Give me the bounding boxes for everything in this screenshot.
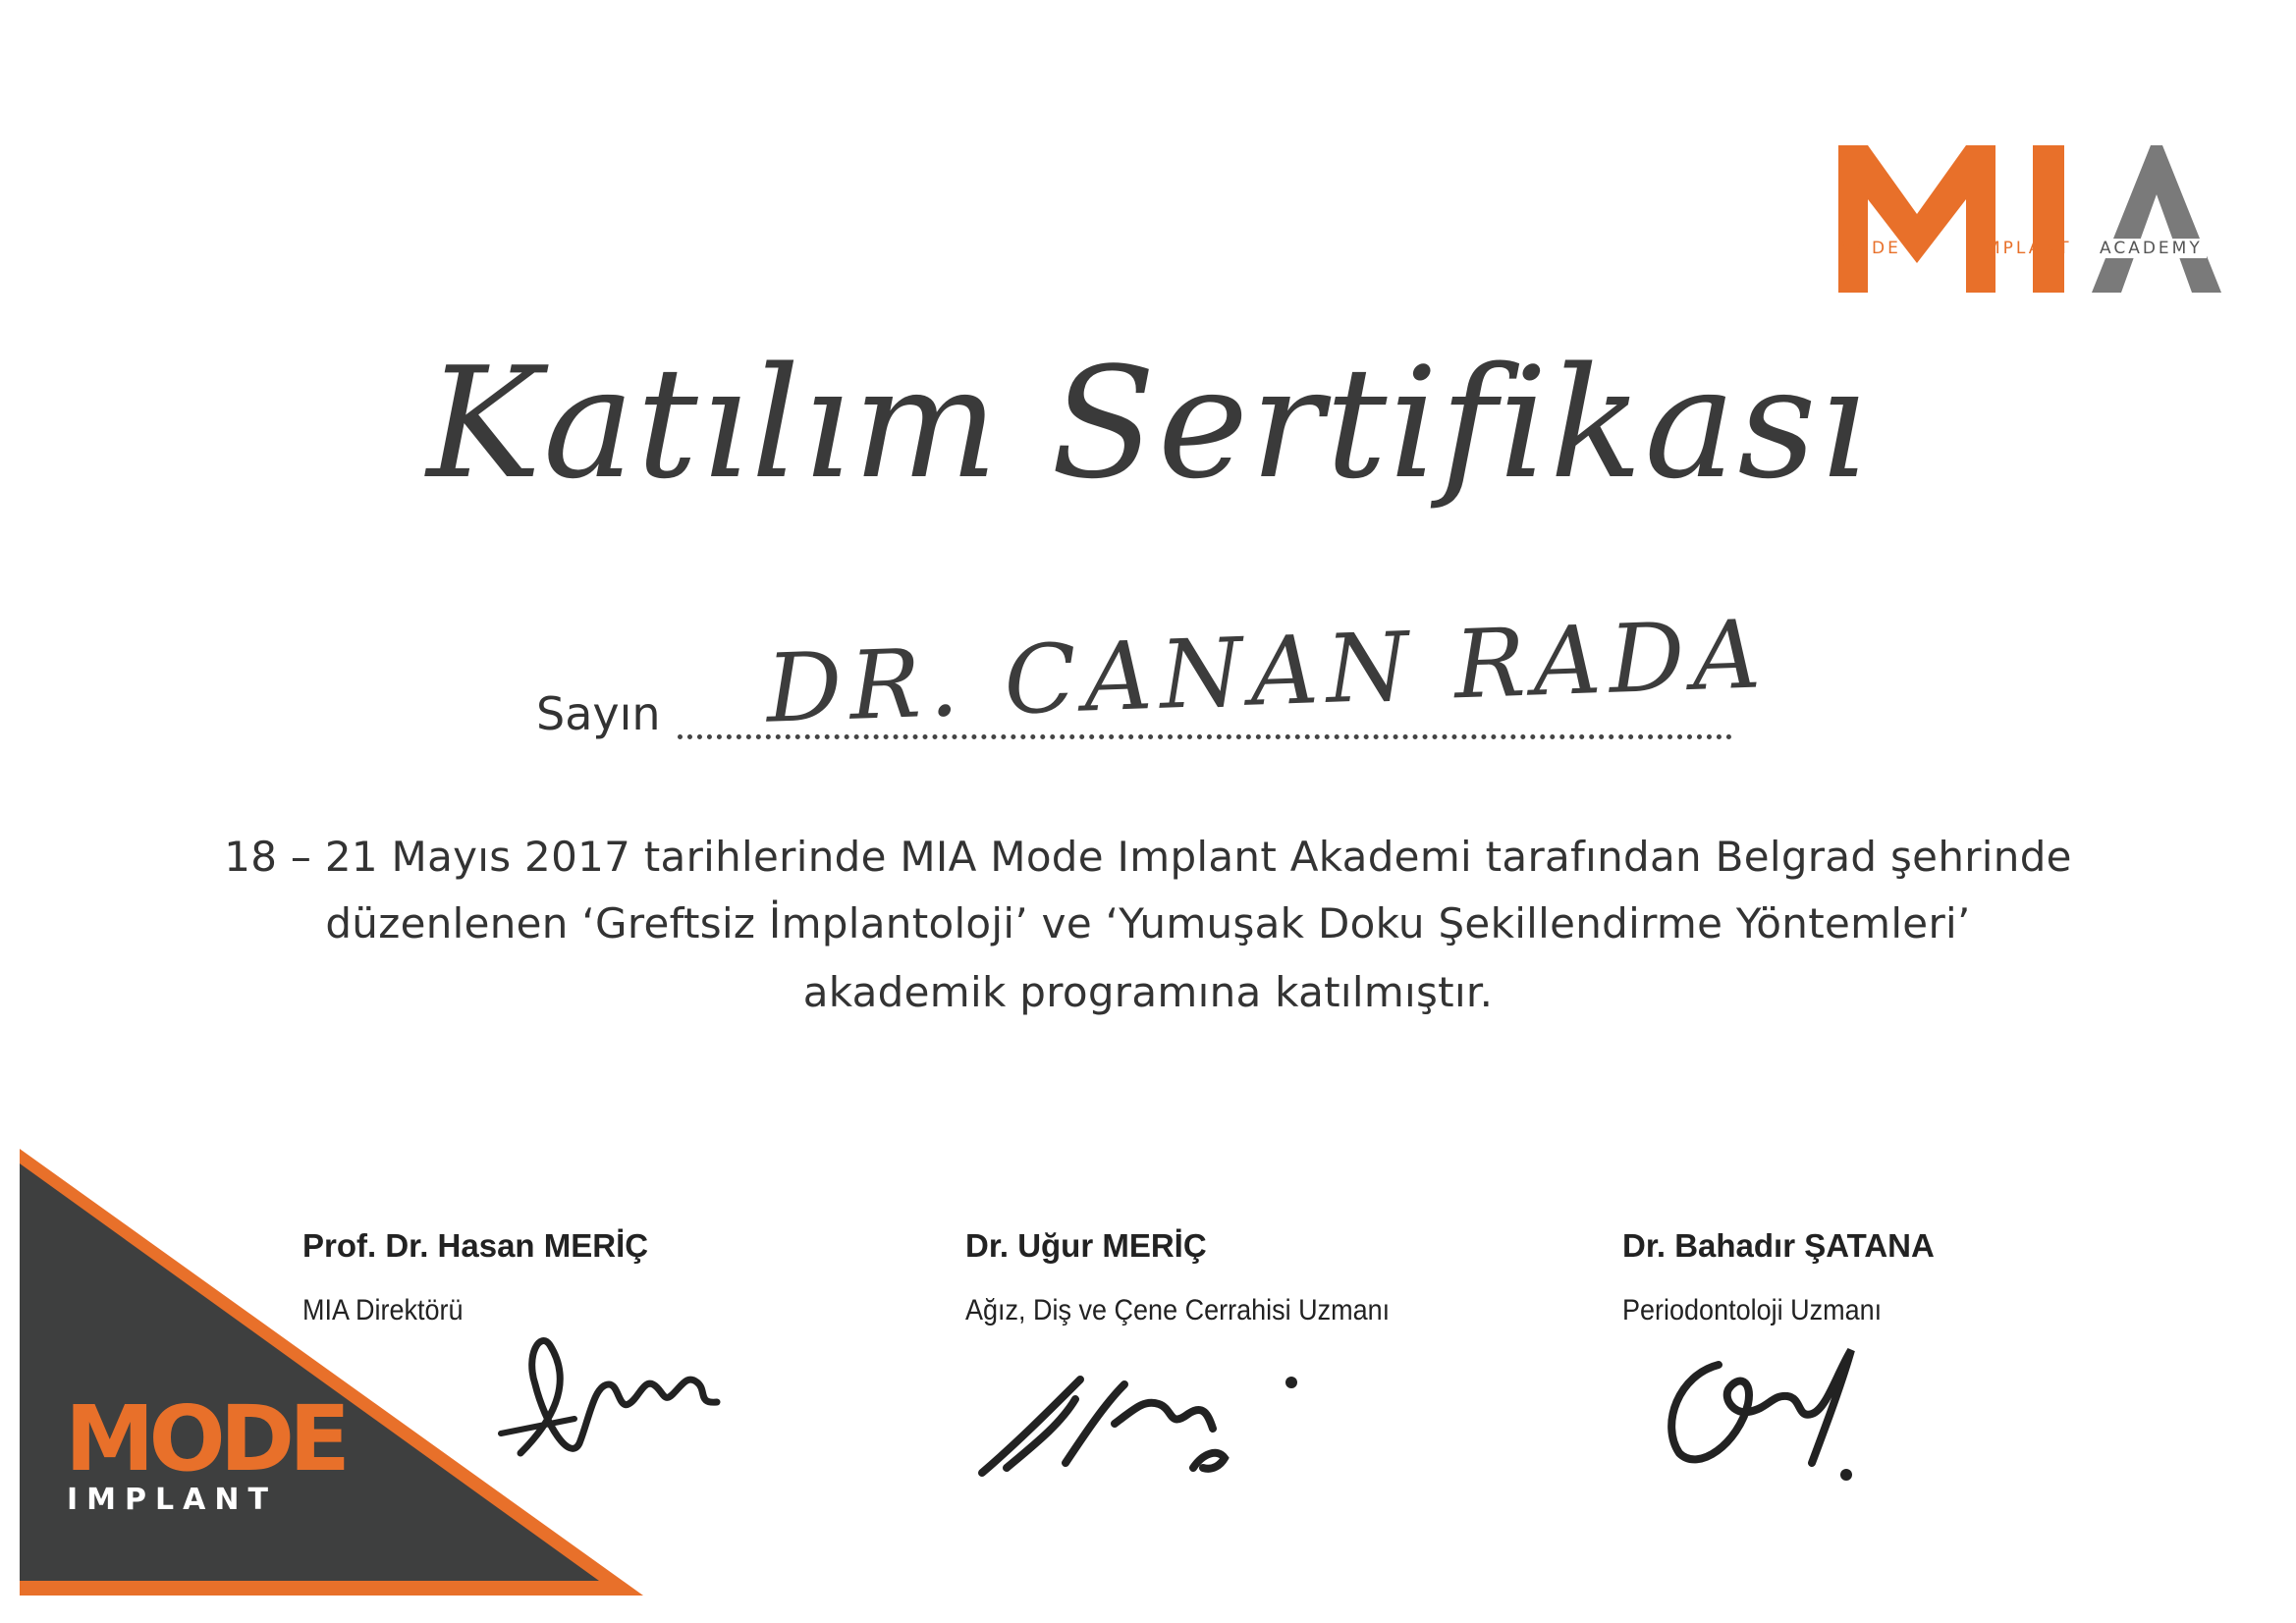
- implant-logo-word: IMPLANT: [67, 1483, 277, 1517]
- recipient-name: DR. CANAN RADA: [764, 599, 1771, 744]
- signatory-1-name: Prof. Dr. Hasan MERİÇ: [302, 1227, 649, 1264]
- mia-mode-text: MODE: [1838, 239, 1901, 258]
- signatory-3-role: Periodontoloji Uzmanı: [1622, 1294, 1883, 1326]
- signatory-3-name: Dr. Bahadır ŞATANA: [1622, 1227, 1935, 1264]
- mia-academy-logo: [1838, 145, 2221, 293]
- signature-1-icon: [481, 1325, 737, 1473]
- signature-2-icon: [967, 1355, 1301, 1492]
- mode-logo-word: MODE: [65, 1386, 345, 1491]
- certificate-title: Katılım Sertifikası: [426, 334, 1870, 513]
- mia-academy-text: ACADEMY: [2096, 239, 2207, 258]
- mia-implant-text: IMPLANT: [1978, 239, 2072, 258]
- signatory-2-name: Dr. Uğur MERİÇ: [965, 1227, 1207, 1264]
- signatory-2-role: Ağız, Diş ve Çene Cerrahisi Uzmanı: [965, 1294, 1391, 1326]
- signatory-1-role: MIA Direktörü: [302, 1294, 464, 1326]
- recipient-label: Sayın: [536, 687, 661, 740]
- mia-letters-icon: [1838, 145, 2221, 293]
- body-text-line-2: düzenlenen ‘Greftsiz İmplantoloji’ ve ‘Yumuşak Doku Şekillendirme Yöntemleri’: [325, 899, 1971, 947]
- body-text-line-1: 18 – 21 Mayıs 2017 tarihlerinde MIA Mode Implant Akademi tarafından Belgrad şehrinde: [224, 833, 2072, 881]
- body-text-line-3: akademik programına katılmıştır.: [802, 968, 1494, 1016]
- signature-3-icon: [1640, 1335, 1895, 1492]
